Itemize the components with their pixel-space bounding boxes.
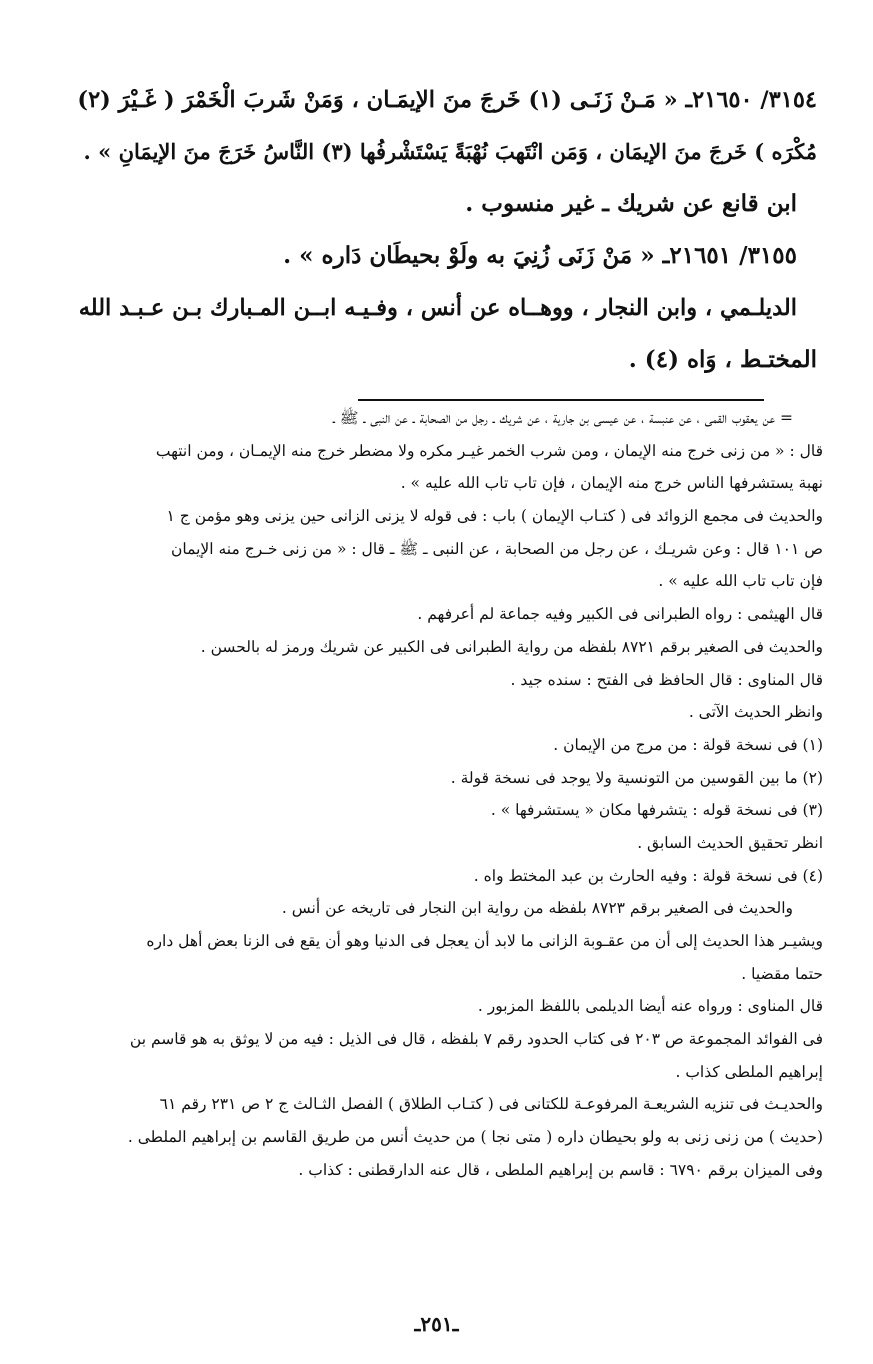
footnote-line: ص ١٠١ قال : وعن شريـك ، عن رجل من الصحابة ، عن النبى ـ ﷺ ـ قال : « من زنى خـرج منه الإيمان	[171, 539, 823, 558]
footnote-3: (٣) فى نسخة قوله : يتشرفها مكان « يستشرفها » .	[490, 801, 823, 820]
hadith-3154-source: ابن قانع عن شريك ـ غير منسوب .	[465, 190, 797, 218]
footnote-line: فى الفوائد المجموعة ص ٢٠٣ فى كتاب الحدود رقم ٧ بلفظه ، قال فى الذيل : فيه من لا يوثق به هو قاسم بن	[129, 1030, 823, 1049]
footnote-line: والحديث فى مجمع الزوائد فى ( كتـاب الإيمان ) باب : فى قوله لا يزنى الزانى حين يزنى وهو مؤمن ج ١	[166, 507, 823, 526]
hadith-main-text	[77, 74, 817, 386]
hadith-3154-line-1: ٣١٥٤/ ٢١٦٥٠ـ « مَـنْ زَنَـى (١) خَرجَ منَ الإيمَـان ، وَمَنْ شَربَ الْخَمْرَ ( غَـيْرَ (٢)	[77, 86, 817, 113]
footnote-2: (٢) ما بين القوسين من التونسية ولا يوجد فى نسخة قولة .	[450, 768, 823, 787]
footnote-1: (١) فى نسخة قولة : من مرج من الإيمان .	[553, 735, 823, 754]
footnote-line: وانظر الحديث الآتى .	[688, 703, 823, 722]
footnote-line: = عن يعقوب القمى ، عن عنبسة ، عن عيسى بن جارية ، عن شريك ـ رجل من الصحابة ـ عن النبى ـ ﷺ ـ	[332, 409, 793, 428]
footnote-line: حتما مقضيا .	[741, 964, 823, 983]
page-number: ـ٢٥١ـ	[414, 1312, 459, 1336]
hadith-3154-line-2: مُكْرَه ) خَرجَ منَ الإيمَان ، وَمَن انْتَهبَ نُهْبَةً يَسْتَشْرفُها (٣) النَّاسُ خَرَجَ منَ الإيمَانِ » .	[83, 139, 817, 165]
footnote-separator	[358, 399, 764, 401]
footnote-line: قال المناوى : ورواه عنه أيضا الديلمى باللفظ المزبور .	[477, 997, 823, 1016]
footnotes	[53, 402, 823, 1187]
footnote-line: قال المناوى : قال الحافظ فى الفتح : سنده جيد .	[510, 670, 823, 689]
hadith-3155-source-line-2: المختـط ، وَاه (٤) .	[628, 346, 817, 374]
footnote-line: والحديث فى الصغير برقم ٨٧٢١ بلفظه من رواية الطبرانى فى الكبير عن شريك ورمز له بالحسن .	[200, 637, 823, 656]
footnote-line: (حديث ) من زنى زنى به ولو بحيطان داره ( متى نجا ) من حديث أنس من طريق القاسم بن إبراهيم الملطى .	[127, 1128, 823, 1147]
footnote-line: إبراهيم الملطى كذاب .	[675, 1062, 823, 1081]
footnote-line: وفى الميزان برقم ٦٧٩٠ : قاسم بن إبراهيم الملطى ، قال عنه الدارقطنى : كذاب .	[298, 1160, 823, 1179]
footnote-4: (٤) فى نسخة قولة : وفيه الحارث بن عبد المختط واه .	[473, 866, 823, 885]
footnote-line: انظر تحقيق الحديث السابق .	[637, 833, 823, 852]
footnote-line: نهبة يستشرفها الناس خرج منه الإيمان ، فإن تاب تاب الله عليه » .	[400, 474, 823, 493]
footnote-line: قال : « من زنى خرج منه الإيمان ، ومن شرب الخمر غيـر مكره ولا مضطر خرج منه الإيمـان ، ومن انتهب	[155, 441, 823, 460]
footnote-line: ويشيـر هذا الحديث إلى أن من عقـوبة الزانى ما لابد أن يعجل فى الدنيا وهو أن يقع فى الزنا بعض أهل داره	[146, 932, 823, 951]
hadith-3155-line-1: ٣١٥٥/ ٢١٦٥١ـ « مَنْ زَنَى زُنِيَ به ولَوْ بحيطَان دَاره » .	[283, 242, 797, 270]
footnote-line: قال الهيثمى : رواه الطبرانى فى الكبير وفيه جماعة لم أعرفهم .	[417, 605, 823, 624]
footnote-line: والحديـث فى تنزيه الشريعـة المرفوعـة للكتانى فى ( كتـاب الطلاق ) الفصل الثـالث ج ٢ ص ٢٣١ رقم ٦١	[159, 1095, 823, 1114]
footnote-line: والحديث فى الصغير برقم ٨٧٢٣ بلفظه من رواية ابن النجار فى تاريخه عن أنس .	[281, 899, 793, 918]
footnote-line: فإن تاب تاب الله عليه » .	[658, 572, 823, 591]
hadith-3155-source-line-1: الديلـمي ، وابن النجار ، ووهــاه عن أنس ، وفـيـه ابــن المـبارك بـن عـبـد الله	[78, 294, 797, 321]
